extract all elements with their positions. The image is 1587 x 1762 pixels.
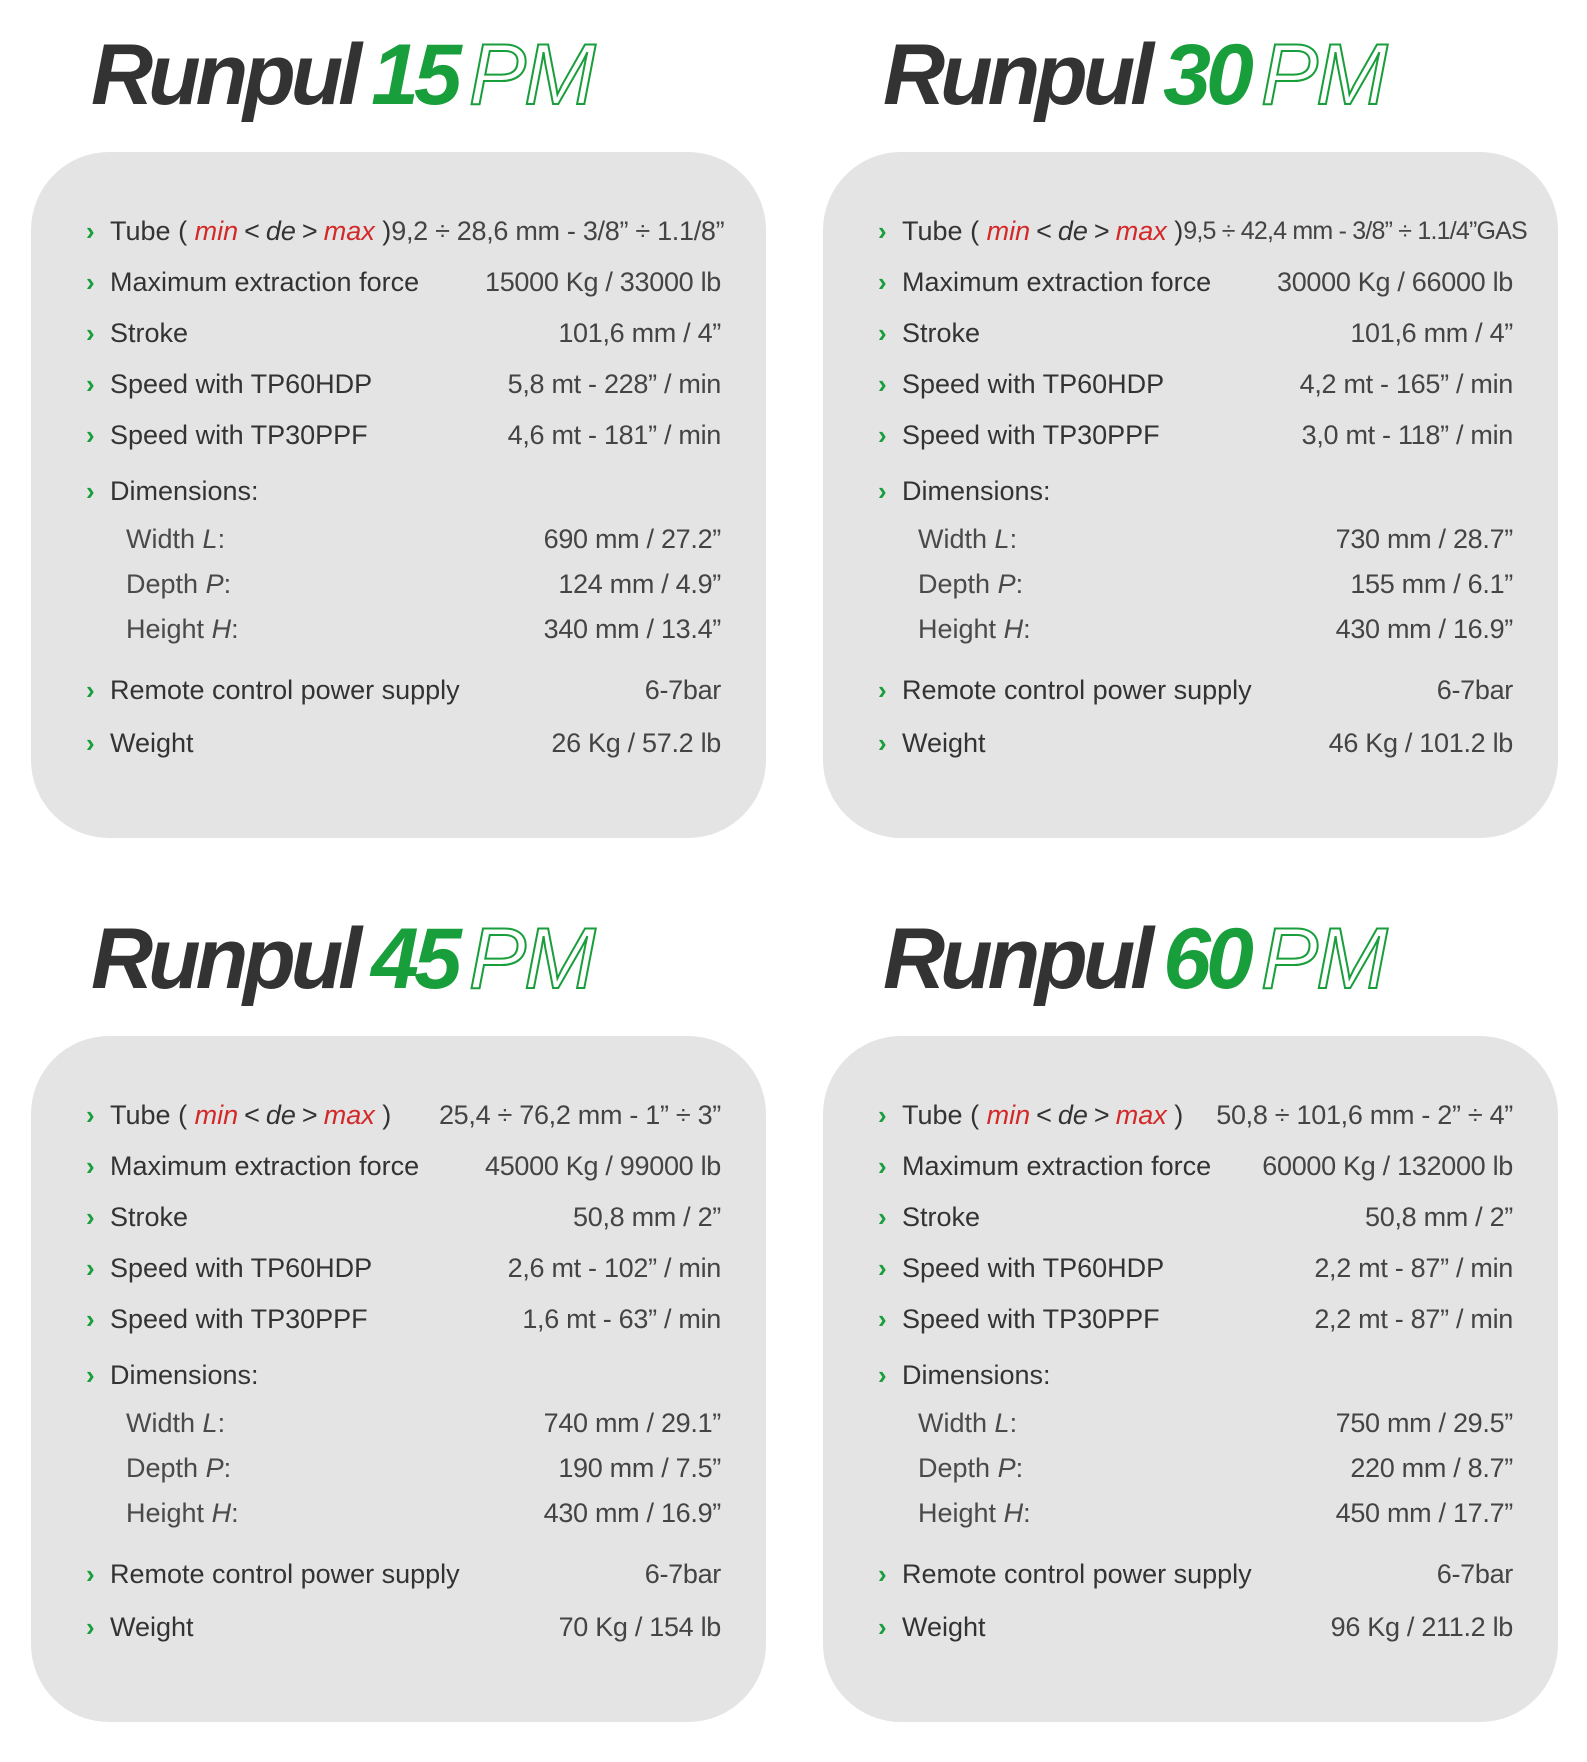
chevron-right-icon: › <box>878 1304 887 1334</box>
spec-value: 430 mm / 16.9” <box>543 1498 721 1528</box>
spec-row-weight: › Weight 26 Kg / 57.2 lb <box>86 728 721 758</box>
model-suffix: PM <box>468 911 594 1007</box>
spec-row-remote: › Remote control power supply 6-7bar <box>878 1559 1513 1589</box>
spec-row-weight: › Weight 46 Kg / 101.2 lb <box>878 728 1513 758</box>
spec-row-depth: Depth P: 220 mm / 8.7” <box>918 1453 1513 1483</box>
product-runpul-45pm <box>31 906 766 1722</box>
brand-name: Runpul <box>883 911 1150 1007</box>
spec-row-speed30: › Speed with TP30PPF 3,0 mt - 118” / min <box>878 420 1513 450</box>
spec-card <box>31 1036 766 1722</box>
spec-row-tube: › Tube ( min < de > max ) 9,5 ÷ 42,4 mm - 3/8” ÷ 1.1/4”GAS <box>878 216 1527 246</box>
chevron-right-icon: › <box>878 1360 887 1390</box>
spec-value: 70 Kg / 154 lb <box>558 1612 721 1642</box>
spec-row-tube: › Tube ( min < de > max ) 50,8 ÷ 101,6 mm - 2” ÷ 4” <box>878 1100 1513 1130</box>
spec-row-dimensions: › Dimensions: <box>86 476 259 506</box>
spec-value: 101,6 mm / 4” <box>1350 318 1513 348</box>
product-title <box>883 906 1558 1036</box>
model-suffix: PM <box>468 27 594 123</box>
spec-row-width: Width L: 740 mm / 29.1” <box>126 1408 721 1438</box>
chevron-right-icon: › <box>878 675 887 705</box>
spec-value: 430 mm / 16.9” <box>1335 614 1513 644</box>
brand-name: Runpul <box>91 27 358 123</box>
product-title <box>91 22 766 152</box>
chevron-right-icon: › <box>878 216 887 246</box>
chevron-right-icon: › <box>86 1559 95 1589</box>
spec-row-height: Height H: 450 mm / 17.7” <box>918 1498 1513 1528</box>
spec-value: 690 mm / 27.2” <box>543 524 721 554</box>
chevron-right-icon: › <box>86 420 95 450</box>
spec-value: 190 mm / 7.5” <box>558 1453 721 1483</box>
spec-row-width: Width L: 750 mm / 29.5” <box>918 1408 1513 1438</box>
chevron-right-icon: › <box>878 476 887 506</box>
spec-value: 2,2 mt - 87” / min <box>1314 1253 1513 1283</box>
brand-name: Runpul <box>883 27 1150 123</box>
chevron-right-icon: › <box>878 318 887 348</box>
chevron-right-icon: › <box>878 728 887 758</box>
spec-value: 60000 Kg / 132000 lb <box>1262 1151 1513 1181</box>
chevron-right-icon: › <box>878 267 887 297</box>
model-suffix: PM <box>1260 27 1386 123</box>
spec-row-force: › Maximum extraction force 30000 Kg / 66000 lb <box>878 267 1513 297</box>
chevron-right-icon: › <box>878 369 887 399</box>
chevron-right-icon: › <box>878 1253 887 1283</box>
spec-row-dimensions: › Dimensions: <box>878 476 1051 506</box>
spec-value: 45000 Kg / 99000 lb <box>484 1151 721 1181</box>
spec-value: 9,2 ÷ 28,6 mm - 3/8” ÷ 1.1/8” <box>391 216 725 246</box>
spec-card <box>823 152 1558 838</box>
product-title <box>883 22 1558 152</box>
spec-row-tube: › Tube ( min < de > max ) 25,4 ÷ 76,2 mm - 1” ÷ 3” <box>86 1100 721 1130</box>
spec-row-height: Height H: 340 mm / 13.4” <box>126 614 721 644</box>
chevron-right-icon: › <box>878 1202 887 1232</box>
spec-value: 5,8 mt - 228” / min <box>507 369 721 399</box>
spec-row-remote: › Remote control power supply 6-7bar <box>86 1559 721 1589</box>
spec-row-weight: › Weight 96 Kg / 211.2 lb <box>878 1612 1513 1642</box>
spec-row-speed60: › Speed with TP60HDP 2,2 mt - 87” / min <box>878 1253 1513 1283</box>
spec-value: 50,8 ÷ 101,6 mm - 2” ÷ 4” <box>1216 1100 1513 1130</box>
spec-row-remote: › Remote control power supply 6-7bar <box>878 675 1513 705</box>
spec-row-speed60: › Speed with TP60HDP 2,6 mt - 102” / min <box>86 1253 721 1283</box>
spec-value: 124 mm / 4.9” <box>558 569 721 599</box>
chevron-right-icon: › <box>86 476 95 506</box>
spec-value: 730 mm / 28.7” <box>1335 524 1513 554</box>
chevron-right-icon: › <box>86 267 95 297</box>
spec-value: 340 mm / 13.4” <box>543 614 721 644</box>
brand-name: Runpul <box>91 911 358 1007</box>
spec-card <box>31 152 766 838</box>
spec-value: 6-7bar <box>1436 675 1513 705</box>
chevron-right-icon: › <box>86 1202 95 1232</box>
spec-value: 750 mm / 29.5” <box>1335 1408 1513 1438</box>
chevron-right-icon: › <box>86 1304 95 1334</box>
spec-value: 2,6 mt - 102” / min <box>507 1253 721 1283</box>
product-runpul-60pm <box>823 906 1558 1722</box>
spec-value: 26 Kg / 57.2 lb <box>551 728 721 758</box>
model-number: 60 <box>1163 911 1249 1007</box>
spec-value: 46 Kg / 101.2 lb <box>1328 728 1513 758</box>
spec-value: 3,0 mt - 118” / min <box>1301 420 1513 450</box>
spec-value: 30000 Kg / 66000 lb <box>1276 267 1513 297</box>
spec-value: 6-7bar <box>644 675 721 705</box>
chevron-right-icon: › <box>86 728 95 758</box>
model-suffix: PM <box>1260 911 1386 1007</box>
spec-value: 4,6 mt - 181” / min <box>507 420 721 450</box>
spec-row-dimensions: › Dimensions: <box>86 1360 259 1390</box>
chevron-right-icon: › <box>86 1100 95 1130</box>
spec-value: 25,4 ÷ 76,2 mm - 1” ÷ 3” <box>438 1100 721 1130</box>
spec-row-height: Height H: 430 mm / 16.9” <box>126 1498 721 1528</box>
spec-value: 9,5 ÷ 42,4 mm - 3/8” ÷ 1.1/4”GAS <box>1183 217 1527 245</box>
spec-row-depth: Depth P: 155 mm / 6.1” <box>918 569 1513 599</box>
spec-row-stroke: › Stroke 50,8 mm / 2” <box>86 1202 721 1232</box>
spec-row-speed30: › Speed with TP30PPF 1,6 mt - 63” / min <box>86 1304 721 1334</box>
spec-row-stroke: › Stroke 101,6 mm / 4” <box>878 318 1513 348</box>
spec-value: 1,6 mt - 63” / min <box>522 1304 721 1334</box>
spec-value: 220 mm / 8.7” <box>1350 1453 1513 1483</box>
product-runpul-30pm <box>823 22 1558 838</box>
chevron-right-icon: › <box>86 216 95 246</box>
spec-value: 2,2 mt - 87” / min <box>1314 1304 1513 1334</box>
spec-row-dimensions: › Dimensions: <box>878 1360 1051 1390</box>
model-number: 30 <box>1163 27 1249 123</box>
spec-row-stroke: › Stroke 50,8 mm / 2” <box>878 1202 1513 1232</box>
spec-row-depth: Depth P: 124 mm / 4.9” <box>126 569 721 599</box>
spec-value: 4,2 mt - 165” / min <box>1299 369 1513 399</box>
spec-row-width: Width L: 690 mm / 27.2” <box>126 524 721 554</box>
chevron-right-icon: › <box>878 1100 887 1130</box>
spec-value: 96 Kg / 211.2 lb <box>1330 1612 1513 1642</box>
chevron-right-icon: › <box>86 1612 95 1642</box>
chevron-right-icon: › <box>86 369 95 399</box>
chevron-right-icon: › <box>86 675 95 705</box>
chevron-right-icon: › <box>878 1612 887 1642</box>
model-number: 45 <box>371 911 457 1007</box>
spec-row-speed30: › Speed with TP30PPF 4,6 mt - 181” / min <box>86 420 721 450</box>
chevron-right-icon: › <box>86 1253 95 1283</box>
spec-value: 450 mm / 17.7” <box>1335 1498 1513 1528</box>
spec-row-force: › Maximum extraction force 45000 Kg / 99000 lb <box>86 1151 721 1181</box>
spec-row-height: Height H: 430 mm / 16.9” <box>918 614 1513 644</box>
spec-row-depth: Depth P: 190 mm / 7.5” <box>126 1453 721 1483</box>
chevron-right-icon: › <box>86 1360 95 1390</box>
spec-row-speed30: › Speed with TP30PPF 2,2 mt - 87” / min <box>878 1304 1513 1334</box>
product-runpul-15pm <box>31 22 766 838</box>
spec-row-force: › Maximum extraction force 60000 Kg / 132000 lb <box>878 1151 1513 1181</box>
chevron-right-icon: › <box>86 318 95 348</box>
chevron-right-icon: › <box>878 420 887 450</box>
spec-row-remote: › Remote control power supply 6-7bar <box>86 675 721 705</box>
spec-card <box>823 1036 1558 1722</box>
spec-value: 15000 Kg / 33000 lb <box>484 267 721 297</box>
spec-value: 101,6 mm / 4” <box>558 318 721 348</box>
spec-value: 740 mm / 29.1” <box>543 1408 721 1438</box>
spec-row-speed60: › Speed with TP60HDP 4,2 mt - 165” / min <box>878 369 1513 399</box>
product-title <box>91 906 766 1036</box>
chevron-right-icon: › <box>878 1559 887 1589</box>
spec-row-width: Width L: 730 mm / 28.7” <box>918 524 1513 554</box>
chevron-right-icon: › <box>86 1151 95 1181</box>
spec-value: 50,8 mm / 2” <box>1365 1202 1513 1232</box>
spec-value: 6-7bar <box>1436 1559 1513 1589</box>
spec-row-force: › Maximum extraction force 15000 Kg / 33000 lb <box>86 267 721 297</box>
spec-row-weight: › Weight 70 Kg / 154 lb <box>86 1612 721 1642</box>
spec-value: 50,8 mm / 2” <box>573 1202 721 1232</box>
spec-value: 6-7bar <box>644 1559 721 1589</box>
spec-value: 155 mm / 6.1” <box>1350 569 1513 599</box>
spec-row-tube: › Tube ( min < de > max ) 9,2 ÷ 28,6 mm - 3/8” ÷ 1.1/8” <box>86 216 725 246</box>
spec-row-stroke: › Stroke 101,6 mm / 4” <box>86 318 721 348</box>
model-number: 15 <box>371 27 457 123</box>
chevron-right-icon: › <box>878 1151 887 1181</box>
spec-row-speed60: › Speed with TP60HDP 5,8 mt - 228” / min <box>86 369 721 399</box>
